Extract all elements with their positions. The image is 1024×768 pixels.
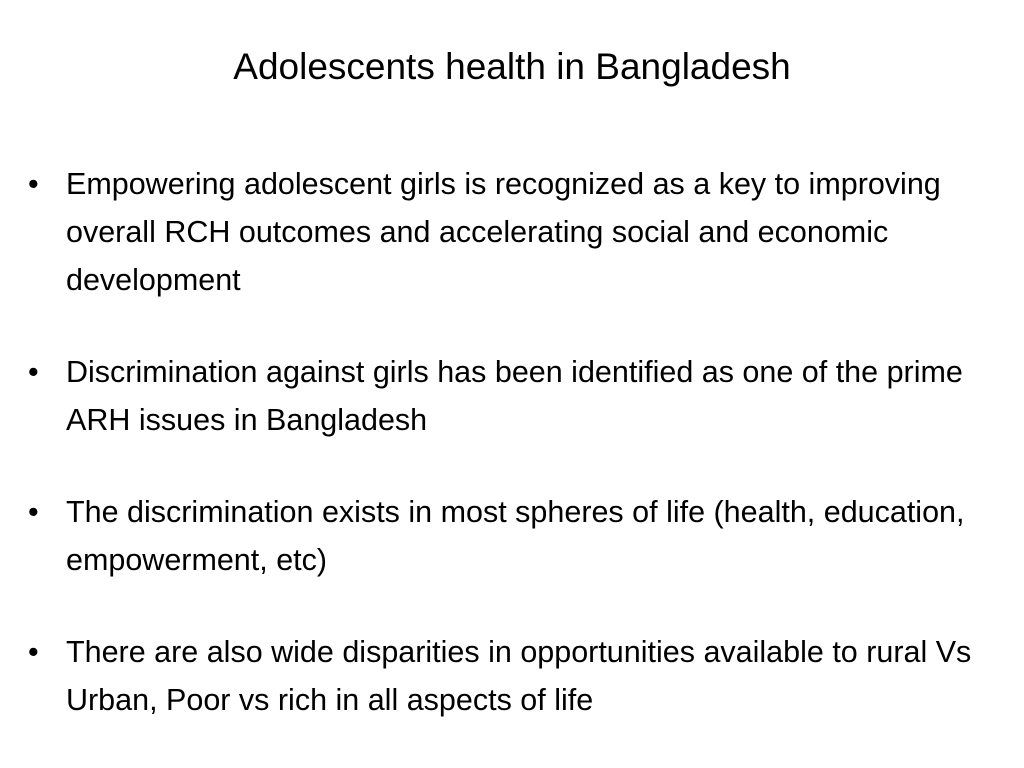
bullet-icon: • [28,355,39,389]
bullet-item [28,348,998,444]
bullet-item [28,488,998,584]
slide-title: Adolescents health in Bangladesh [233,46,791,87]
bullet-item [28,628,998,724]
bullet-text: Empowering adolescent girls is recognized as a key to improving overall RCH outcomes and accelerating social and economic development [66,167,941,297]
bullet-icon: • [28,635,39,669]
bullet-item [28,160,998,304]
bullet-list [28,160,998,724]
bullet-text: The discrimination exists in most spheres of life (health, education, empowerment, etc) [66,495,965,577]
bullet-text: There are also wide disparities in opportunities available to rural Vs Urban, Poor vs rich in all aspects of life [66,635,972,717]
bullet-text: Discrimination against girls has been identified as one of the prime ARH issues in Bangladesh [66,355,963,437]
bullet-icon: • [28,167,39,201]
bullet-icon: • [28,495,39,529]
